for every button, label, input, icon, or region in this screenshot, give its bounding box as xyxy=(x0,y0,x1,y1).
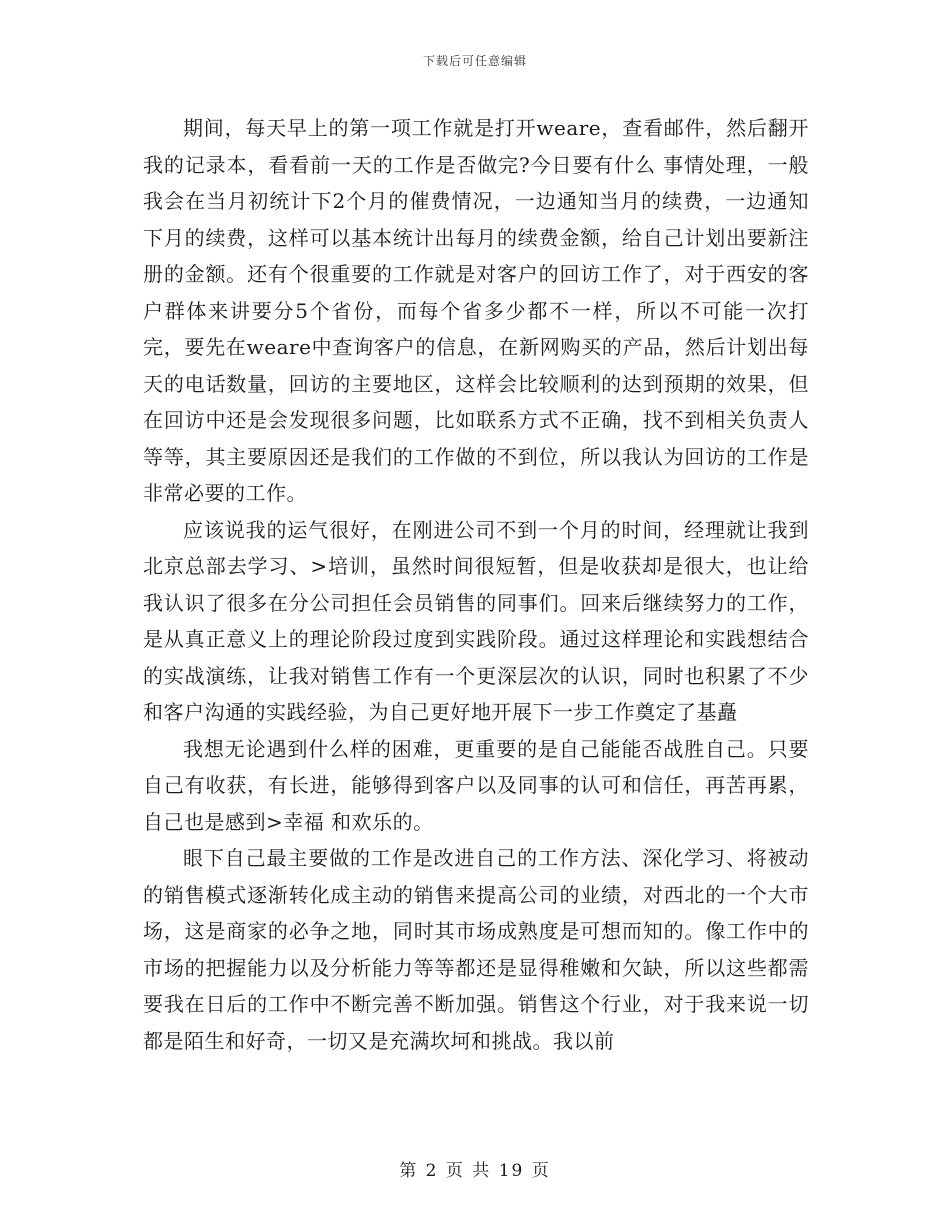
paragraph-4: 眼下自己最主要做的工作是改进自己的工作方法、深化学习、将被动的销售模式逐渐转化成主动的销售来提高公司的业绩，对西北的一个大市场，这是商家的必争之地，同时其市场成熟度是可想而知的。像工作中的市场的把握能力以及分析能力等等都还是显得稚嫩和欠缺，所以这些都需要我在日后的工作中不断完善不断加强。销售这个行业，对于我来说一切都是陌生和好奇，一切又是充满坎坷和挑战。我以前 xyxy=(143,846,809,1053)
paragraph-3: 我想无论遇到什么样的困难，更重要的是自己能能否战胜自己。只要自己有收获，有长进，能够得到客户以及同事的认可和信任，再苦再累，自己也是感到>幸福 和欢乐的。 xyxy=(143,736,809,834)
paragraph-1: 期间，每天早上的第一项工作就是打开weare，查看邮件，然后翻开我的记录本，看看前一天的工作是否做完?今日要有什么 事情处理，一般我会在当月初统计下2个月的催费情况，一边通知当月的续费，一边通知下月的续费，这样可以基本统计出每月的续费金额，给自己计划出要新注册的金额。还有个很重要的工作就是对客户的回访工作了，对于西安的客户群体来讲要分5个省份，而每个省多少都不一样，所以不可能一次打完，要先在weare中查询客户的信息，在新网购买的产品，然后计划出每天的电话数量，回访的主要地区，这样会比较顺利的达到预期的效果，但在回访中还是会发现很多问题，比如联系方式不正确，找不到相关负责人等等，其主要原因还是我们的工作做的不到位，所以我认为回访的工作是非常必要的工作。 xyxy=(143,116,809,505)
page-header: 下载后可任意编辑 xyxy=(422,54,527,68)
paragraph-2: 应该说我的运气很好，在刚进公司不到一个月的时间，经理就让我到北京总部去学习、>培训，虽然时间很短暂，但是收获却是很大，也让给我认识了很多在分公司担任会员销售的同事们。回来后继续努力的工作，是从真正意义上的理论阶段过度到实践阶段。通过这样理论和实践想结合的实战演练，让我对销售工作有一个更深层次的认识，同时也积累了不少和客户沟通的实践经验，为自己更好地开展下一步工作奠定了基矗 xyxy=(143,517,809,724)
document-body xyxy=(143,110,809,1059)
page-number: 第 2 页 共 19 页 xyxy=(399,1161,551,1181)
